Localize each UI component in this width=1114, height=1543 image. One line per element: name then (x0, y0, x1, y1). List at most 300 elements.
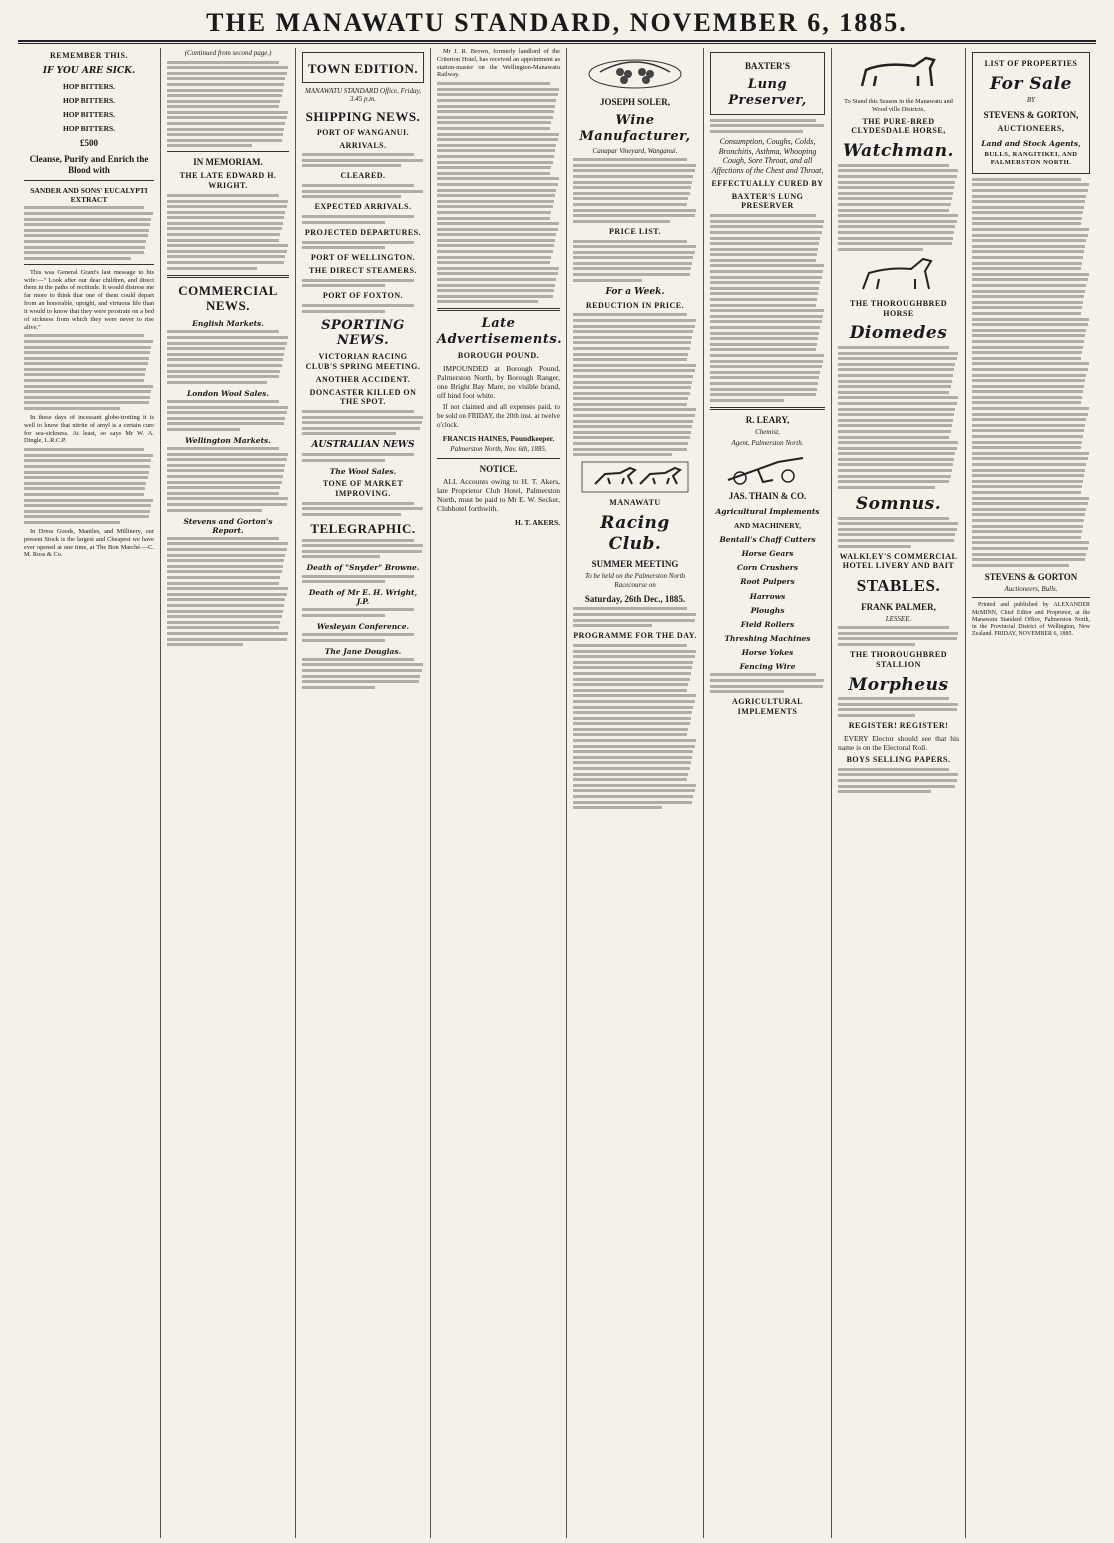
filler-text (302, 153, 424, 167)
text-line (838, 214, 958, 217)
text-line (167, 565, 283, 568)
text-line (972, 234, 1088, 237)
newspaper-columns (18, 48, 1096, 1538)
text-line (302, 284, 385, 287)
text-line (167, 72, 287, 75)
text-line (838, 528, 957, 531)
text-line (972, 195, 1086, 198)
text-line (838, 413, 954, 416)
text-line (437, 110, 554, 113)
lessee-label: LESSEE. (885, 614, 912, 623)
text-line (24, 401, 149, 404)
places-label: BULLS, RANGITIKEI, AND PALMERSTON NORTH. (984, 150, 1078, 166)
horse-yokes: Horse Yokes (741, 648, 794, 658)
text-line (437, 82, 550, 85)
text-line (167, 621, 280, 624)
wellington-markets-heading: Wellington Markets. (185, 435, 271, 445)
text-line (573, 784, 696, 787)
consumption-paragraph: Consumption, Coughs, Colds, Bronchitis, Asthma, Whooping Cough, Sore Throat, and all Affections of the Chest and Throat, (711, 136, 824, 176)
text-line (437, 217, 550, 220)
text-line (573, 717, 691, 720)
text-line (573, 408, 696, 411)
text-line (972, 362, 1089, 365)
text-line (573, 722, 690, 725)
text-line (972, 390, 1083, 393)
text-line (167, 559, 284, 562)
filler-text (167, 61, 289, 148)
text-line (710, 371, 820, 374)
text-line (838, 380, 952, 383)
text-line (972, 239, 1086, 242)
text-line (24, 510, 150, 513)
text-line (710, 270, 823, 273)
text-line (838, 248, 923, 251)
text-line (573, 706, 693, 709)
text-line (573, 650, 696, 653)
text-line (167, 593, 287, 596)
text-line (838, 430, 951, 433)
text-line (302, 241, 414, 244)
text-line (838, 436, 949, 439)
text-line (972, 368, 1088, 371)
leary-heading: R. LEARY, (745, 414, 790, 425)
text-line (167, 632, 288, 635)
text-line (838, 480, 949, 483)
text-line (167, 144, 252, 147)
racehorse-icon (580, 460, 690, 494)
apply-sub: Auctioneers, Bulls. (1004, 584, 1058, 593)
if-sick-heading: IF YOU ARE SICK. (42, 65, 136, 76)
text-line (167, 370, 280, 373)
text-line (573, 386, 691, 389)
text-line (972, 211, 1083, 214)
vrc-heading: VICTORIAN RACING CLUB'S SPRING MEETING. (305, 352, 421, 371)
text-line (972, 401, 1081, 404)
text-line (972, 278, 1088, 281)
text-line (437, 222, 559, 225)
filler-text (573, 313, 697, 456)
text-line (24, 346, 151, 349)
text-line (167, 116, 287, 119)
text-line (167, 400, 279, 403)
text-line (972, 553, 1086, 556)
text-line (838, 164, 949, 167)
text-line (972, 245, 1085, 248)
clydesdale-engraving (838, 52, 959, 94)
register-heading: REGISTER! REGISTER! (848, 721, 949, 731)
draught-horse-icon (844, 52, 954, 94)
text-line (573, 336, 692, 339)
text-line (167, 610, 283, 613)
text-line (573, 358, 687, 361)
text-line (167, 537, 279, 540)
text-line (302, 658, 414, 661)
text-line (573, 245, 696, 248)
text-line (302, 639, 385, 642)
text-line (573, 442, 688, 445)
text-line (972, 250, 1084, 253)
text-line (710, 393, 816, 396)
text-line (302, 633, 414, 636)
text-line (24, 521, 120, 524)
text-line (437, 261, 550, 264)
dateline: MANAWATU STANDARD Office, Friday, 3.45 p.m. (304, 86, 422, 104)
hop-bitters-heading-3: HOP BITTERS. (62, 110, 116, 119)
direct-steamers-heading: THE DIRECT STEAMERS. (309, 265, 417, 275)
text-line (573, 214, 695, 217)
filler-text (302, 608, 424, 617)
text-line (838, 237, 953, 240)
text-line (573, 181, 692, 184)
text-line (573, 683, 688, 686)
column-6 (704, 48, 832, 1538)
text-line (302, 427, 420, 430)
text-line (972, 217, 1082, 220)
text-line (838, 346, 949, 349)
text-line (24, 454, 153, 457)
text-line (24, 218, 151, 221)
text-line (24, 357, 149, 360)
text-line (167, 464, 285, 467)
text-line (24, 459, 151, 462)
text-line (838, 408, 955, 411)
text-line (24, 493, 144, 496)
morpheus-heading: Morpheus (848, 674, 949, 695)
text-line (167, 83, 284, 86)
text-line (302, 221, 385, 224)
text-line (972, 290, 1085, 293)
memoriam-heading: IN MEMORIAM. (193, 157, 263, 168)
text-line (437, 244, 554, 247)
text-line (838, 220, 957, 223)
text-line (302, 432, 396, 435)
text-line (838, 363, 955, 366)
text-line (972, 541, 1089, 544)
text-line (167, 492, 279, 495)
text-line (24, 229, 149, 232)
text-line (838, 419, 953, 422)
wool-sales-heading: The Wool Sales. (329, 466, 397, 476)
text-line (437, 272, 558, 275)
text-line (838, 203, 951, 206)
text-line (838, 192, 953, 195)
text-line (573, 251, 695, 254)
text-line (972, 222, 1081, 225)
text-line (167, 347, 285, 350)
filler-text (573, 240, 697, 282)
text-line (972, 396, 1082, 399)
text-line (24, 234, 148, 237)
text-line (24, 240, 146, 243)
text-line (437, 205, 553, 208)
thain-heading: JAS. THAIN & CO. (728, 490, 807, 501)
text-line (437, 183, 558, 186)
text-line (24, 251, 144, 254)
text-line (24, 223, 150, 226)
text-line (302, 675, 420, 678)
text-line (437, 138, 558, 141)
text-line (437, 144, 556, 147)
divider (167, 151, 289, 152)
text-line (972, 435, 1083, 438)
intro-paragraph: Mr J. R. Brown, formerly landlord of the Criterion Hotel, has received an appointment as station-master on the Wellington-Manawatu Railway. (437, 48, 560, 79)
text-line (437, 295, 553, 298)
text-line (167, 133, 283, 136)
reward-amount: £500 (80, 138, 98, 149)
text-line (573, 655, 695, 658)
race-date: Saturday, 26th Dec., 1885. (584, 594, 686, 605)
text-line (24, 482, 146, 485)
text-line (838, 396, 958, 399)
text-line (838, 391, 949, 394)
text-line (302, 539, 414, 542)
text-line (972, 385, 1084, 388)
text-line (573, 325, 695, 328)
text-line (167, 428, 240, 431)
text-line (167, 330, 279, 333)
firm-heading: STEVENS & GORTON, (983, 110, 1079, 121)
text-line (972, 502, 1088, 505)
text-line (573, 353, 688, 356)
text-line (972, 357, 1081, 360)
field-rollers: Field Rollers (740, 619, 795, 629)
list-of-heading: LIST OF PROPERTIES (984, 59, 1078, 68)
text-line (167, 353, 284, 356)
text-line (972, 407, 1089, 410)
text-line (972, 413, 1088, 416)
text-line (302, 575, 414, 578)
filler-text (302, 410, 424, 435)
programme-heading: PROGRAMME FOR THE DAY. (573, 631, 697, 641)
filler-text (302, 241, 424, 250)
text-line (437, 116, 553, 119)
text-line (302, 507, 423, 510)
text-line (167, 638, 287, 641)
text-line (573, 364, 696, 367)
text-line (573, 392, 690, 395)
text-line (838, 181, 955, 184)
text-line (710, 337, 818, 340)
text-line (167, 503, 287, 506)
racing-club-heading: Racing Club. (600, 512, 670, 554)
text-line (573, 678, 690, 681)
baxter-heading: BAXTER'S (744, 61, 790, 71)
text-line (838, 242, 952, 245)
text-line (710, 382, 818, 385)
text-line (167, 194, 279, 197)
text-line (573, 192, 690, 195)
text-line (437, 177, 559, 180)
text-line (302, 663, 423, 666)
text-line (437, 211, 551, 214)
text-line (302, 310, 385, 313)
summer-meeting-sub: To be held on the Palmerston North Racecourse on (584, 572, 686, 589)
text-line (302, 215, 414, 218)
text-line (437, 88, 559, 91)
text-line (24, 257, 131, 260)
text-line (573, 431, 691, 434)
text-line (838, 352, 958, 355)
text-line (573, 313, 687, 316)
text-line (710, 292, 818, 295)
text-line (302, 580, 385, 583)
stallion-heading: THE THOROUGHBRED STALLION (850, 650, 947, 669)
doncaster-heading: DONCASTER KILLED ON THE SPOT. (309, 387, 417, 407)
filler-text (710, 673, 825, 693)
text-line (302, 453, 414, 456)
text-line (573, 739, 696, 742)
text-line (838, 463, 953, 466)
text-line (167, 216, 284, 219)
text-line (710, 315, 823, 318)
text-line (302, 614, 385, 617)
text-line (573, 613, 696, 616)
text-line (710, 326, 820, 329)
divider (24, 264, 154, 265)
text-line (437, 189, 556, 192)
text-line (437, 93, 558, 96)
text-line (710, 690, 784, 693)
filler-text (167, 400, 289, 431)
text-line (167, 139, 282, 142)
text-line (302, 416, 423, 419)
accident-heading: ANOTHER ACCIDENT. (315, 374, 411, 384)
text-line (710, 309, 824, 312)
text-line (573, 711, 692, 714)
text-line (838, 626, 949, 629)
filler-text (838, 697, 959, 717)
poundkeeper-name: FRANCIS HAINES, Poundkeeper. (442, 434, 555, 444)
text-line (573, 700, 695, 703)
text-line (838, 768, 949, 771)
cleared-heading: CLEARED. (340, 171, 386, 181)
filler-text (302, 575, 424, 584)
text-line (838, 643, 915, 646)
text-line (167, 453, 288, 456)
text-line (437, 256, 551, 259)
text-line (838, 374, 953, 377)
jane-douglas-heading: The Jane Douglas. (324, 646, 402, 656)
text-line (710, 376, 819, 379)
text-line (573, 767, 690, 770)
text-line (24, 487, 145, 490)
text-line (302, 608, 414, 611)
filler-text (573, 158, 697, 223)
text-line (838, 469, 952, 472)
text-line (167, 61, 279, 64)
corn-crushers: Corn Crushers (737, 563, 798, 573)
text-line (302, 279, 414, 282)
telegraphic-heading: TELEGRAPHIC. (310, 520, 416, 536)
text-line (972, 379, 1085, 382)
filler-text (302, 539, 424, 559)
port-wanganui-heading: PORT OF WANGANUI. (316, 127, 410, 137)
text-line (972, 491, 1081, 494)
text-line (573, 448, 687, 451)
reduction-heading: REDUCTION IN PRICE. (585, 300, 685, 310)
text-line (167, 598, 285, 601)
death-wright-heading: Death of Mr E. H. Wright, J.P. (308, 588, 418, 607)
text-line (972, 424, 1085, 427)
manawatu-label: MANAWATU (609, 498, 661, 508)
place-date: Palmerston North, Nov. 6th, 1885. (450, 445, 547, 454)
text-line (437, 289, 554, 292)
text-line (972, 457, 1088, 460)
text-line (573, 262, 692, 265)
text-line (838, 197, 952, 200)
town-edition-box (302, 52, 424, 83)
text-line (573, 756, 692, 759)
text-line (972, 256, 1083, 259)
clydesdale-intro: To Stand this Season in the Manawatu and Wood ville Districts, (844, 98, 953, 113)
somnus-heading: Somnus. (855, 493, 942, 514)
text-line (972, 323, 1088, 326)
text-line (838, 779, 957, 782)
english-markets-heading: English Markets. (192, 319, 264, 329)
text-line (972, 273, 1089, 276)
text-line (437, 284, 555, 287)
text-line (573, 728, 688, 731)
text-line (437, 200, 554, 203)
text-line (24, 396, 150, 399)
text-line (838, 533, 955, 536)
accounts-paragraph: ALL Accounts owing to H. T. Akers, late Proprietor Club Hotel, Palmerston North, must be paid to Mr E. W. Secker, Clubhotel forthwith. (437, 476, 560, 514)
text-line (167, 239, 279, 242)
text-line (573, 175, 693, 178)
text-line (573, 279, 642, 282)
filler-text (167, 447, 289, 512)
text-line (838, 175, 957, 178)
text-line (167, 222, 283, 225)
text-line (972, 446, 1081, 449)
text-line (573, 240, 687, 243)
sporting-heading: SPORTING NEWS. (321, 317, 405, 349)
text-line (710, 332, 819, 335)
text-line (710, 399, 784, 402)
text-line (24, 334, 144, 337)
text-line (573, 789, 695, 792)
column-3 (296, 48, 431, 1538)
text-line (167, 411, 287, 414)
text-line (972, 284, 1086, 287)
text-line (710, 304, 816, 307)
text-line (573, 319, 696, 322)
text-line (167, 486, 280, 489)
text-line (710, 119, 816, 122)
text-line (167, 422, 284, 425)
text-line (710, 220, 824, 223)
town-edition-heading: TOWN EDITION. (307, 61, 419, 76)
text-line (437, 121, 551, 124)
text-line (972, 452, 1089, 455)
text-line (24, 407, 120, 410)
filler-text (302, 304, 424, 313)
text-line (972, 525, 1083, 528)
text-line (437, 172, 550, 175)
text-line (167, 122, 285, 125)
text-line (972, 295, 1084, 298)
divider (710, 407, 825, 410)
text-line (437, 127, 550, 130)
filler-text (838, 346, 959, 489)
filler-text (302, 633, 424, 642)
text-line (838, 231, 954, 234)
text-line (167, 643, 243, 646)
text-line (573, 164, 696, 167)
text-line (710, 225, 823, 228)
text-line (302, 159, 423, 162)
text-line (972, 301, 1083, 304)
